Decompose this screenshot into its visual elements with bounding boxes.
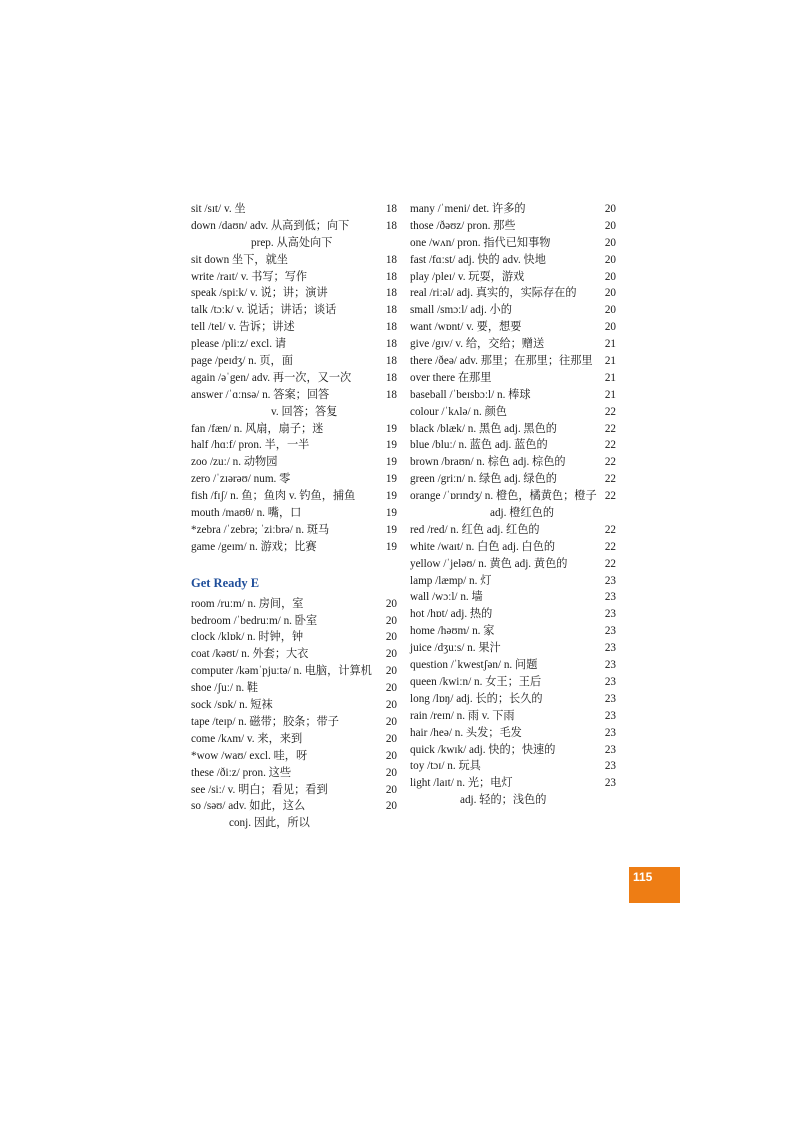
vocab-text: there /ðeə/ adv. 那里；在那里；往那里 (410, 355, 593, 368)
vocab-text: *wow /waʊ/ excl. 哇，呀 (191, 749, 308, 762)
vocab-page-ref: 18 (385, 321, 397, 334)
right-column (410, 201, 616, 809)
vocab-text: rain /reɪn/ n. 雨 v. 下雨 (410, 709, 515, 722)
vocab-entry (410, 674, 616, 691)
vocab-text: quick /kwɪk/ adj. 快的；快速的 (410, 743, 556, 756)
vocab-entry (191, 714, 397, 731)
vocab-page-ref: 20 (604, 287, 616, 300)
section-spacer (191, 556, 397, 570)
vocab-entry (191, 404, 397, 421)
vocab-entry (191, 596, 397, 613)
vocab-entry (191, 387, 397, 404)
vocab-page-ref: 23 (604, 591, 616, 604)
vocab-entry (191, 815, 397, 832)
vocab-text: one /wʌn/ pron. 指代已知事物 (410, 236, 551, 249)
vocab-page-ref: 18 (385, 304, 397, 317)
vocab-entry (410, 235, 616, 252)
left-column (191, 201, 397, 832)
vocab-text: half /hɑːf/ pron. 半，一半 (191, 439, 310, 452)
vocab-text: want /wɒnt/ v. 要，想要 (410, 321, 522, 334)
vocab-entry (410, 218, 616, 235)
vocab-page-ref: 23 (604, 692, 616, 705)
vocab-text: see /siː/ v. 明白；看见；看到 (191, 783, 328, 796)
vocab-page-ref: 22 (604, 405, 616, 418)
vocab-page-ref: 20 (385, 715, 397, 728)
vocab-page-ref: 22 (604, 473, 616, 486)
vocab-entry (191, 218, 397, 235)
vocab-text: bedroom /ˈbedruːm/ n. 卧室 (191, 614, 318, 627)
vocab-text: fan /fæn/ n. 风扇，扇子；迷 (191, 422, 324, 435)
vocab-page-ref: 19 (385, 540, 397, 553)
vocab-text: wall /wɔːl/ n. 墙 (410, 591, 483, 604)
vocab-page-ref: 18 (385, 203, 397, 215)
vocab-entry (191, 505, 397, 522)
vocab-text: orange /ˈɒrɪndʒ/ n. 橙色，橘黄色；橙子 (410, 490, 597, 503)
vocab-entry (410, 252, 616, 269)
vocab-page-ref: 20 (385, 631, 397, 644)
vocab-text: play /pleɪ/ v. 玩耍，游戏 (410, 270, 525, 283)
vocab-text: hot /hɒt/ adj. 热的 (410, 608, 493, 621)
vocab-entry (191, 235, 397, 252)
vocab-text: black /blæk/ n. 黑色 adj. 黑色的 (410, 422, 557, 435)
vocab-entry (191, 252, 397, 269)
vocab-text: computer /kəmˈpjuːtə/ n. 电脑，计算机 (191, 665, 372, 678)
vocab-text: sock /sɒk/ n. 短袜 (191, 699, 273, 712)
vocab-entry (410, 353, 616, 370)
vocab-entry (410, 657, 616, 674)
vocab-page-ref: 20 (604, 321, 616, 334)
vocab-page-ref: 23 (604, 726, 616, 739)
vocab-entry (191, 370, 397, 387)
vocab-entry (191, 201, 397, 218)
vocab-page-ref: 22 (604, 540, 616, 553)
vocab-page-ref: 20 (604, 270, 616, 283)
vocab-entry (410, 522, 616, 539)
vocab-page-ref: 19 (385, 422, 397, 435)
vocab-text: answer /ˈɑːnsə/ n. 答案；回答 (191, 388, 330, 401)
vocab-entry (410, 269, 616, 286)
vocab-text: game /geɪm/ n. 游戏；比赛 (191, 540, 317, 553)
vocab-entry (191, 680, 397, 697)
vocab-text: page /peɪdʒ/ n. 页，面 (191, 355, 293, 368)
vocab-text: again /əˈgen/ adv. 再一次，又一次 (191, 371, 352, 384)
vocab-entry (410, 640, 616, 657)
vocab-entry (191, 539, 397, 556)
vocab-entry (410, 606, 616, 623)
vocab-entry (410, 319, 616, 336)
vocab-page-ref: 20 (385, 732, 397, 745)
vocab-text: coat /kəʊt/ n. 外套；大衣 (191, 648, 309, 661)
vocab-entry (191, 269, 397, 286)
vocab-text: please /pliːz/ excl. 请 (191, 338, 287, 351)
vocab-text: come /kʌm/ v. 来，来到 (191, 732, 303, 745)
vocab-text: green /griːn/ n. 绿色 adj. 绿色的 (410, 473, 557, 486)
vocab-entry (191, 697, 397, 714)
vocab-text: long /lɒŋ/ adj. 长的；长久的 (410, 692, 543, 705)
vocab-entry (410, 725, 616, 742)
vocab-entry (410, 387, 616, 404)
vocab-entry (410, 556, 616, 573)
vocab-text: clock /klɒk/ n. 时钟，钟 (191, 631, 304, 644)
vocab-entry (410, 691, 616, 708)
vocab-entry (191, 488, 397, 505)
vocab-page-ref: 21 (604, 388, 616, 401)
vocab-page-ref: 20 (385, 597, 397, 610)
vocab-page-ref: 23 (604, 642, 616, 655)
vocab-page-ref: 18 (385, 355, 397, 368)
vocab-page-ref: 23 (604, 625, 616, 638)
vocab-page-ref: 20 (385, 800, 397, 813)
vocab-text: fast /fɑːst/ adj. 快的 adv. 快地 (410, 253, 546, 266)
vocab-page-ref: 18 (385, 287, 397, 300)
vocab-text: sit /sɪt/ v. 坐 (191, 203, 246, 215)
left-entries-a (191, 201, 397, 556)
vocab-entry (191, 748, 397, 765)
vocab-page-ref: 18 (385, 270, 397, 283)
vocab-page-ref: 22 (604, 523, 616, 536)
vocab-text: zero /ˈzɪərəʊ/ num. 零 (191, 473, 291, 486)
vocab-entry (410, 336, 616, 353)
page-number: 115 (633, 870, 653, 884)
vocab-text: white /waɪt/ n. 白色 adj. 白色的 (410, 540, 556, 553)
vocab-entry (191, 471, 397, 488)
vocab-page-ref: 20 (385, 682, 397, 695)
vocab-entry (410, 708, 616, 725)
vocab-page-ref: 19 (385, 439, 397, 452)
vocab-entry (410, 589, 616, 606)
vocab-entry (410, 792, 616, 809)
vocab-page-ref: 20 (604, 253, 616, 266)
vocab-entry (191, 454, 397, 471)
vocab-page-ref: 20 (385, 783, 397, 796)
vocab-text: hair /heə/ n. 头发；毛发 (410, 726, 522, 739)
vocab-text: so /səʊ/ adv. 如此，这么 (191, 800, 306, 813)
vocab-text: blue /bluː/ n. 蓝色 adj. 蓝色的 (410, 439, 548, 452)
vocab-entry (410, 454, 616, 471)
vocab-page-ref: 19 (385, 456, 397, 469)
vocab-text: write /raɪt/ v. 书写；写作 (191, 270, 308, 283)
vocab-page-ref: 20 (385, 648, 397, 661)
vocab-entry (410, 201, 616, 218)
vocab-text: sit down 坐下，就坐 (191, 253, 288, 266)
vocab-text: *zebra /ˈzebrə; ˈziːbrə/ n. 斑马 (191, 523, 330, 536)
vocab-text: tape /teɪp/ n. 磁带；胶条；带子 (191, 715, 339, 728)
vocab-entry (410, 623, 616, 640)
vocab-text: lamp /læmp/ n. 灯 (410, 574, 492, 587)
vocab-entry (410, 775, 616, 792)
vocab-page-ref: 19 (385, 473, 397, 486)
vocab-text: red /red/ n. 红色 adj. 红色的 (410, 523, 540, 536)
vocab-page-ref: 18 (385, 371, 397, 384)
vocab-entry (191, 646, 397, 663)
left-entries-b (191, 596, 397, 832)
vocab-entry (191, 663, 397, 680)
vocab-entry (191, 629, 397, 646)
vocab-entry (191, 782, 397, 799)
page-number-tab (629, 867, 680, 903)
vocab-text: prep. 从高处向下 (251, 236, 333, 249)
vocab-page-ref: 20 (385, 665, 397, 678)
vocab-text: colour /ˈkʌlə/ n. 颜色 (410, 405, 507, 418)
vocab-entry (191, 613, 397, 630)
vocab-page-ref: 21 (604, 338, 616, 351)
vocab-entry (410, 471, 616, 488)
vocab-page-ref: 20 (385, 614, 397, 627)
vocab-page-ref: 23 (604, 574, 616, 587)
vocab-text: room /ruːm/ n. 房间，室 (191, 597, 304, 610)
vocab-page-ref: 21 (604, 355, 616, 368)
vocab-page-ref: 23 (604, 608, 616, 621)
vocab-entry (410, 285, 616, 302)
vocab-text: tell /tel/ v. 告诉；讲述 (191, 321, 295, 334)
vocab-page-ref: 19 (385, 507, 397, 520)
vocab-entry (410, 488, 616, 505)
vocab-text: these /ðiːz/ pron. 这些 (191, 766, 292, 779)
vocab-page-ref: 18 (385, 219, 397, 232)
vocab-entry (191, 336, 397, 353)
vocab-text: brown /braʊn/ n. 棕色 adj. 棕色的 (410, 456, 566, 469)
vocab-page-ref: 20 (385, 699, 397, 712)
vocab-page-ref: 23 (604, 777, 616, 790)
vocab-text: queen /kwiːn/ n. 女王；王后 (410, 675, 542, 688)
vocab-page-ref: 23 (604, 659, 616, 672)
vocab-entry (410, 758, 616, 775)
vocab-page-ref: 20 (385, 766, 397, 779)
vocab-entry (410, 404, 616, 421)
vocab-page-ref: 22 (604, 439, 616, 452)
section-title: Get Ready E (191, 575, 260, 590)
vocab-text: small /smɔːl/ adj. 小的 (410, 304, 512, 317)
vocab-text: adj. 轻的；浅色的 (460, 794, 547, 807)
vocab-text: real /riːəl/ adj. 真实的，实际存在的 (410, 287, 577, 300)
vocab-text: question /ˈkwestʃən/ n. 问题 (410, 659, 538, 672)
vocab-text: home /həʊm/ n. 家 (410, 625, 495, 638)
vocab-entry (191, 731, 397, 748)
vocab-entry (191, 319, 397, 336)
vocab-page-ref: 18 (385, 253, 397, 266)
vocab-entry (191, 765, 397, 782)
vocab-text: those /ðəʊz/ pron. 那些 (410, 219, 516, 232)
vocab-text: fish /fɪʃ/ n. 鱼；鱼肉 v. 钓鱼，捕鱼 (191, 490, 356, 503)
vocab-entry (410, 573, 616, 590)
vocab-entry (191, 437, 397, 454)
vocab-entry (410, 370, 616, 387)
vocab-entry (191, 421, 397, 438)
vocab-text: yellow /ˈjeləʊ/ n. 黄色 adj. 黄色的 (410, 557, 568, 570)
vocab-text: toy /tɔɪ/ n. 玩具 (410, 760, 481, 773)
vocab-page-ref: 19 (385, 490, 397, 503)
vocab-entry (410, 421, 616, 438)
vocab-entry (191, 522, 397, 539)
vocab-entry (191, 798, 397, 815)
vocab-text: over there 在那里 (410, 371, 492, 384)
vocab-entry (410, 539, 616, 556)
vocab-text: mouth /maʊθ/ n. 嘴，口 (191, 507, 302, 520)
vocab-page-ref: 23 (604, 743, 616, 756)
vocab-page-ref: 23 (604, 760, 616, 773)
vocab-entry (410, 437, 616, 454)
vocab-page-ref: 21 (604, 371, 616, 384)
vocab-text: v. 回答；答复 (271, 405, 338, 418)
vocab-text: shoe /ʃuː/ n. 鞋 (191, 682, 259, 695)
vocab-text: give /gɪv/ v. 给，交给；赠送 (410, 338, 545, 351)
vocab-entry (410, 302, 616, 319)
vocab-page-ref: 20 (604, 304, 616, 317)
vocab-page-ref: 18 (385, 388, 397, 401)
vocab-page-ref: 22 (604, 422, 616, 435)
vocab-entry (410, 742, 616, 759)
vocab-page-ref: 20 (385, 749, 397, 762)
vocab-entry (191, 285, 397, 302)
vocab-page-ref: 23 (604, 709, 616, 722)
vocab-page-ref: 19 (385, 523, 397, 536)
vocab-text: conj. 因此，所以 (229, 817, 310, 830)
vocab-entry (191, 302, 397, 319)
vocab-text: zoo /zuː/ n. 动物园 (191, 456, 278, 469)
vocab-page-ref: 20 (604, 203, 616, 215)
vocab-page-ref: 22 (604, 557, 616, 570)
vocab-page-ref: 20 (604, 219, 616, 232)
vocab-text: talk /tɔːk/ v. 说话；讲话；谈话 (191, 304, 337, 317)
vocab-text: many /ˈmeni/ det. 许多的 (410, 203, 526, 215)
vocab-text: juice /dʒuːs/ n. 果汁 (410, 642, 501, 655)
vocab-text: down /daʊn/ adv. 从高到低；向下 (191, 219, 350, 232)
vocab-text: speak /spiːk/ v. 说；讲；演讲 (191, 287, 328, 300)
vocab-text: light /laɪt/ n. 光；电灯 (410, 777, 513, 790)
vocab-page-ref: 18 (385, 338, 397, 351)
vocab-entry (410, 505, 616, 522)
vocab-page-ref: 23 (604, 675, 616, 688)
vocab-page-ref: 22 (604, 490, 616, 503)
vocab-text: baseball /ˈbeɪsbɔːl/ n. 棒球 (410, 388, 531, 401)
vocab-page-ref: 20 (604, 236, 616, 249)
vocab-entry (191, 353, 397, 370)
vocab-page-ref: 22 (604, 456, 616, 469)
vocab-text: adj. 橙红色的 (490, 507, 555, 520)
